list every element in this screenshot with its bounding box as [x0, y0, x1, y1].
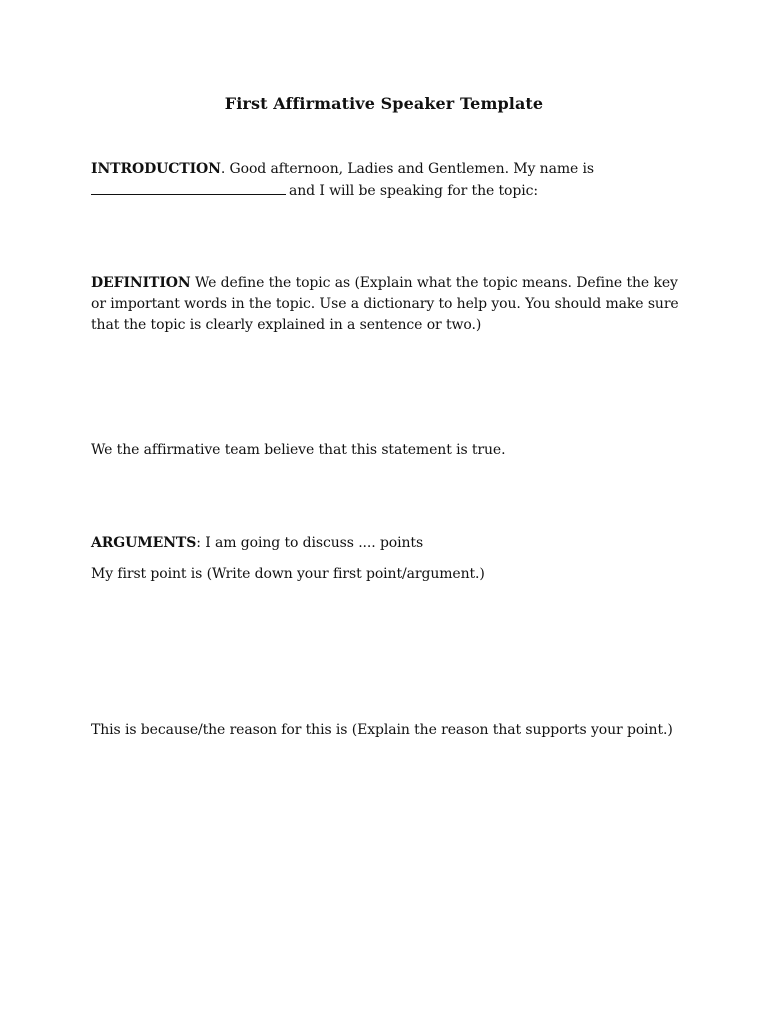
- introduction-paragraph: [91, 159, 681, 202]
- definition-heading: DEFINITION: [91, 275, 191, 291]
- definition-paragraph: [91, 273, 681, 336]
- introduction-heading: INTRODUCTION: [91, 161, 221, 177]
- introduction-text-line2: and I will be speaking for the topic:: [289, 183, 538, 199]
- arguments-paragraph: [91, 533, 681, 554]
- first-point-paragraph: My first point is (Write down your first point/argument.): [91, 566, 485, 582]
- document-title: First Affirmative Speaker Template: [224, 94, 544, 113]
- arguments-heading: ARGUMENTS: [91, 535, 197, 551]
- arguments-text: : I am going to discuss .... points: [196, 535, 424, 551]
- belief-statement: We the affirmative team believe that this statement is true.: [91, 442, 506, 458]
- name-blank-line: [91, 180, 286, 195]
- definition-text: We define the topic as (Explain what the topic means. Define the key or important words in the topic. Use a dictionary to help you. You should make sure that the topic is clearly explained in a sentence or two.): [91, 275, 679, 333]
- introduction-text-line1: . Good afternoon, Ladies and Gentlemen. My name is: [220, 161, 594, 177]
- because-paragraph: This is because/the reason for this is (Explain the reason that supports your point.): [91, 722, 673, 738]
